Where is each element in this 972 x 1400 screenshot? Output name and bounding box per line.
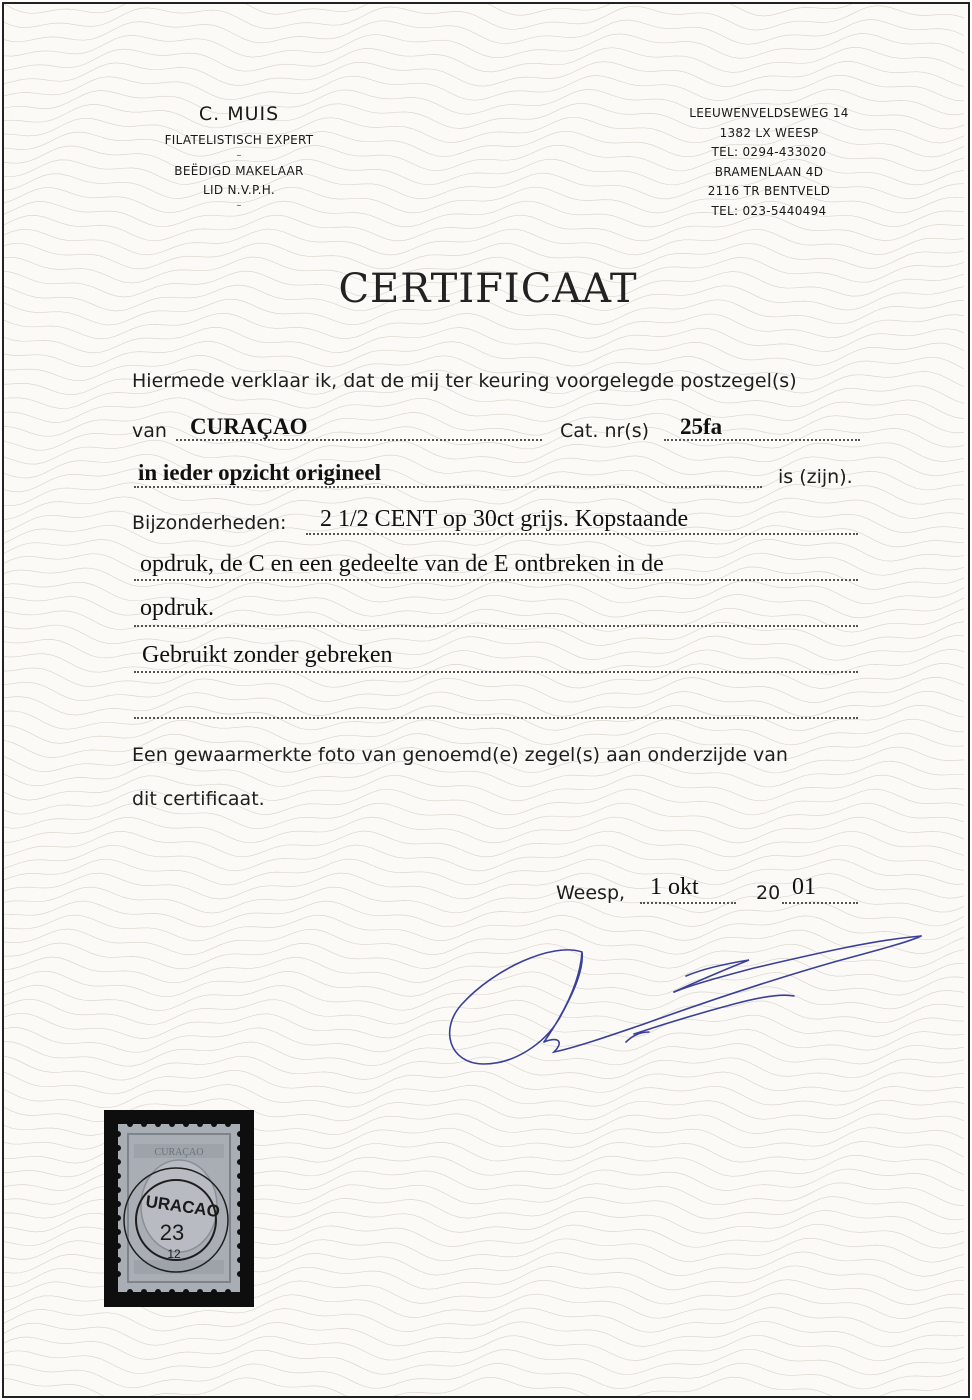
certificate-document (2, 2, 970, 1398)
separator: – (236, 150, 242, 161)
guilloche-line (4, 34, 964, 59)
expert-membership: LID N.V.P.H. (203, 183, 275, 197)
intro-text: Hiermede verklaar ik, dat de mij ter keuring voorgelegde postzegel(s) (132, 370, 797, 392)
postmark-text: URACAO (144, 1191, 222, 1222)
details-line: Gebruikt zonder gebreken (142, 642, 393, 668)
cat-number-value: 25fa (680, 414, 723, 439)
expert-role: BEËDIGD MAKELAAR (174, 164, 304, 178)
year-prefix: 20 (756, 882, 781, 904)
guilloche-line (4, 229, 964, 255)
dotted-line (134, 625, 858, 627)
stamp-country-text: CURAÇAO (154, 1147, 204, 1158)
signature (434, 924, 934, 1074)
svg-text:23: 23 (159, 1220, 185, 1245)
guilloche-line (4, 1349, 964, 1375)
svg-text:12: 12 (167, 1247, 181, 1261)
verdict-value: in ieder opzicht origineel (138, 460, 381, 485)
guilloche-line (4, 327, 964, 353)
details-line: opdruk. (140, 595, 214, 621)
photo-note-line: Een gewaarmerkte foto van genoemd(e) zegel(s) aan onderzijde van (132, 744, 788, 766)
guilloche-line (4, 1363, 964, 1389)
address-block (654, 104, 884, 221)
guilloche-line (4, 1321, 964, 1347)
guilloche-line (4, 243, 964, 269)
address-line: LEEUWENVELDSEWEG 14 (689, 106, 849, 120)
dotted-line (134, 579, 858, 581)
guilloche-line (4, 719, 964, 745)
cat-label: Cat. nr(s) (560, 420, 650, 442)
photo-note-line: dit certificaat. (132, 788, 265, 810)
guilloche-line (4, 6, 964, 30)
guilloche-line (4, 677, 964, 702)
stamp-photo (104, 1110, 254, 1307)
guilloche-line (4, 20, 964, 45)
guilloche-line (4, 342, 964, 367)
guilloche-line (4, 845, 964, 871)
separator: – (236, 200, 242, 211)
guilloche-line (4, 691, 964, 716)
guilloche-line (4, 75, 964, 101)
guilloche-line (4, 831, 964, 857)
guilloche-line (4, 61, 964, 86)
place-label: Weesp, (556, 882, 626, 904)
details-line: 2 1/2 CENT op 30ct grijs. Kopstaande (320, 506, 689, 532)
address-line: BRAMENLAAN 4D (714, 164, 824, 179)
year-value: 01 (792, 874, 816, 900)
dotted-line (134, 671, 858, 673)
date-value: 1 okt (650, 874, 699, 900)
expert-title: FILATELISTISCH EXPERT (164, 133, 314, 147)
guilloche-line (4, 859, 964, 885)
is-label: is (zijn). (778, 466, 853, 488)
guilloche-line (4, 887, 964, 913)
details-label: Bijzonderheden: (132, 512, 287, 534)
details-line: opdruk, de C en een gedeelte van de E ontbreken in de (140, 551, 664, 577)
address-line: 1382 LX WEESP (719, 125, 819, 140)
guilloche-line (4, 1377, 964, 1396)
guilloche-line (4, 47, 964, 72)
guilloche-line (4, 1335, 964, 1361)
dotted-line (306, 533, 858, 535)
expert-name: C. MUIS (198, 103, 280, 125)
certificate-title: CERTIFICAAT (338, 266, 638, 312)
van-label: van (132, 420, 167, 442)
guilloche-line (4, 873, 964, 899)
dotted-line (134, 486, 762, 488)
country-value: CURAÇAO (190, 414, 308, 439)
dotted-line (640, 902, 736, 904)
expert-header (124, 102, 354, 212)
address-line: TEL: 0294-433020 (711, 145, 827, 159)
guilloche-line (4, 4, 964, 16)
address-line: TEL: 023-5440494 (711, 203, 827, 218)
dotted-line (782, 902, 858, 904)
dotted-line (134, 717, 858, 719)
address-line: 2116 TR BENTVELD (707, 184, 831, 198)
